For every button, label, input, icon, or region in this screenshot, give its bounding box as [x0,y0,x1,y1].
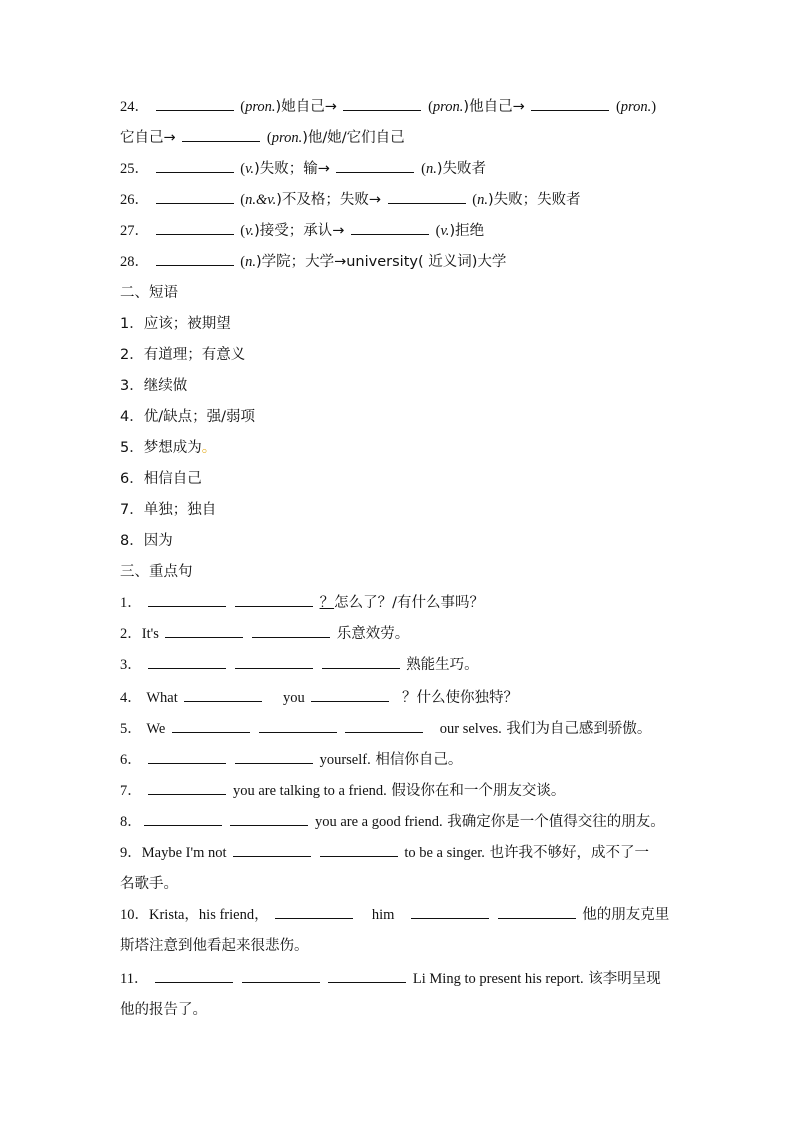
phrase-item: 2．有道理；有意义 [120,347,246,363]
item-number: 6． [120,752,142,768]
paren: ( [435,223,441,239]
pos-label: v. [245,161,255,177]
sentence-10-line-1 [120,902,680,928]
stray-dot: 。 [201,440,217,456]
answer-blank[interactable] [182,127,260,142]
item-number: 28． [120,254,149,270]
sentence-text: him [371,907,395,923]
answer-blank[interactable] [156,251,234,266]
translation: 怎么了？/有什么事吗？ [334,595,484,611]
pos-label: v. [245,223,255,239]
paren: ( [240,254,246,270]
sentence-8 [120,809,680,835]
definition: 它自己→ [120,130,176,146]
pos-label: pron. [271,130,303,146]
sentence-text: to be a singer. [404,845,485,861]
sentence-3 [120,652,680,678]
sentence-text: What [146,690,178,706]
item-number: 8． [120,814,142,830]
answer-blank[interactable] [156,96,234,111]
item-number: 24． [120,99,149,115]
pos-label: n.&v. [245,192,277,208]
sentence-text: you are talking to a friend. [232,783,387,799]
pos-label: n. [425,161,437,177]
pos-label: pron. [432,99,464,115]
translation: ？什么使你独特？ [401,690,518,706]
translation: 熟能生巧。 [406,657,479,673]
sentence-text: It's [141,626,159,642]
paren: ( [240,161,246,177]
section-title-sentences: 三、重点句 [120,564,193,580]
vocab-item-27 [120,218,680,244]
sentence-10-line-2: 斯塔注意到他看起来很悲伤。 [120,938,309,954]
pos-label: n. [477,192,488,208]
sentence-text: We [146,721,166,737]
paren: ( [472,192,478,208]
answer-blank[interactable] [148,654,226,669]
item-number: 11． [120,971,149,987]
sentence-text: yourself. [319,752,371,768]
answer-blank[interactable] [172,718,250,733]
definition: )不及格；失败→ [276,192,382,208]
sentence-1 [120,590,680,616]
item-number: 7． [120,783,142,799]
section-title-phrases: 二、短语 [120,285,178,301]
definition: )学院；大学→university( 近义词)大学 [255,254,507,270]
sentence-text: Krista，his friend， [149,907,269,923]
answer-blank[interactable] [148,749,226,764]
translation: 他的朋友克里 [582,907,670,923]
answer-blank[interactable] [242,968,320,983]
sentence-11-line-2: 他的报告了。 [120,1002,207,1018]
sentence-text: our selves. [439,721,502,737]
answer-blank[interactable] [184,687,262,702]
paren: ( [266,130,272,146]
translation: 我确定你是一个值得交往的朋友。 [447,814,665,830]
answer-blank[interactable] [259,718,337,733]
definition: )失败者 [436,161,486,177]
answer-blank[interactable] [498,904,576,919]
vocab-item-28 [120,249,680,275]
phrase-item: 8．因为 [120,533,173,549]
answer-blank[interactable] [322,654,400,669]
answer-blank[interactable] [148,592,226,607]
pos-label: v. [440,223,450,239]
answer-blank[interactable] [235,654,313,669]
translation: 也许我不够好，成不了一 [489,845,649,861]
answer-blank[interactable] [235,749,313,764]
translation: 该李明呈现 [588,971,661,987]
answer-blank[interactable] [230,811,308,826]
definition: )他自己→ [463,99,525,115]
translation: 相信你自己。 [375,752,463,768]
sentence-text: you are a good friend. [314,814,443,830]
answer-blank[interactable] [156,220,234,235]
pos-label: n. [245,254,256,270]
phrase-item: 5．梦想成为 [120,440,202,456]
sentence-7 [120,778,680,804]
sentence-4 [120,685,680,711]
answer-blank[interactable] [233,842,311,857]
item-number: 27． [120,223,149,239]
paren: ) [651,99,657,115]
definition: )失败；输→ [254,161,330,177]
answer-blank[interactable] [148,780,226,795]
definition: )失败；失败者 [487,192,581,208]
answer-blank[interactable] [336,158,414,173]
answer-blank[interactable] [275,904,353,919]
paren: ( [240,99,246,115]
paren: ( [615,99,621,115]
answer-blank[interactable] [235,592,313,607]
item-number: 9． [120,845,142,861]
sentence-text: Li Ming to present his report. [412,971,584,987]
item-number: 4． [120,690,142,706]
answer-blank[interactable] [345,718,423,733]
definition: )他/她/它们自己 [302,130,405,146]
answer-blank[interactable] [165,623,243,638]
paren: ( [421,161,426,177]
answer-blank[interactable] [351,220,429,235]
translation: 乐意效劳。 [336,626,410,642]
answer-blank[interactable] [252,623,330,638]
paren: ( [240,223,246,239]
answer-blank[interactable] [320,842,398,857]
phrase-item: 3．继续做 [120,378,188,394]
definition: )她自己→ [275,99,337,115]
vocab-item-24-line-2 [120,125,680,151]
paren: ( [240,192,246,208]
pos-label: pron. [620,99,652,115]
item-number: 25． [120,161,149,177]
sentence-2 [120,621,680,647]
answer-blank[interactable] [156,158,234,173]
answer-blank[interactable] [328,968,406,983]
answer-blank[interactable] [531,96,609,111]
vocab-item-26 [120,187,680,213]
translation: 假设你在和一个朋友交谈。 [391,783,566,799]
vocab-item-24-line-1 [120,94,680,120]
translation: 我们为自己感到骄傲。 [506,721,652,737]
sentence-9-line-2: 名歌手。 [120,876,178,892]
answer-blank[interactable] [388,189,466,204]
sentence-text: you [282,690,305,706]
phrase-item: 4．优/缺点；强/弱项 [120,409,255,425]
sentence-6 [120,747,680,773]
phrase-item: 1．应该；被期望 [120,316,231,332]
answer-blank[interactable] [343,96,421,111]
phrase-item-5 [120,435,680,461]
item-number: 5． [120,721,142,737]
answer-blank[interactable] [411,904,489,919]
phrase-item: 7．单独；独自 [120,502,217,518]
definition: )接受；承认→ [254,223,345,239]
item-number: 26． [120,192,149,208]
item-number: 10． [120,907,149,923]
answer-blank[interactable] [311,687,389,702]
vocab-item-25 [120,156,680,182]
answer-blank[interactable] [155,968,233,983]
question-mark: ？ [319,595,335,611]
item-number: 1． [120,595,142,611]
answer-blank[interactable] [144,811,222,826]
answer-blank[interactable] [156,189,234,204]
item-number: 2． [120,626,142,642]
sentence-5 [120,716,680,742]
paren: ( [428,99,433,115]
pos-label: pron. [245,99,276,115]
phrase-item: 6．相信自己 [120,471,202,487]
definition: )拒绝 [449,223,485,239]
sentence-11-line-1 [120,966,680,992]
item-number: 3． [120,657,142,673]
sentence-text: Maybe I'm not [141,845,227,861]
sentence-9-line-1 [120,840,680,866]
